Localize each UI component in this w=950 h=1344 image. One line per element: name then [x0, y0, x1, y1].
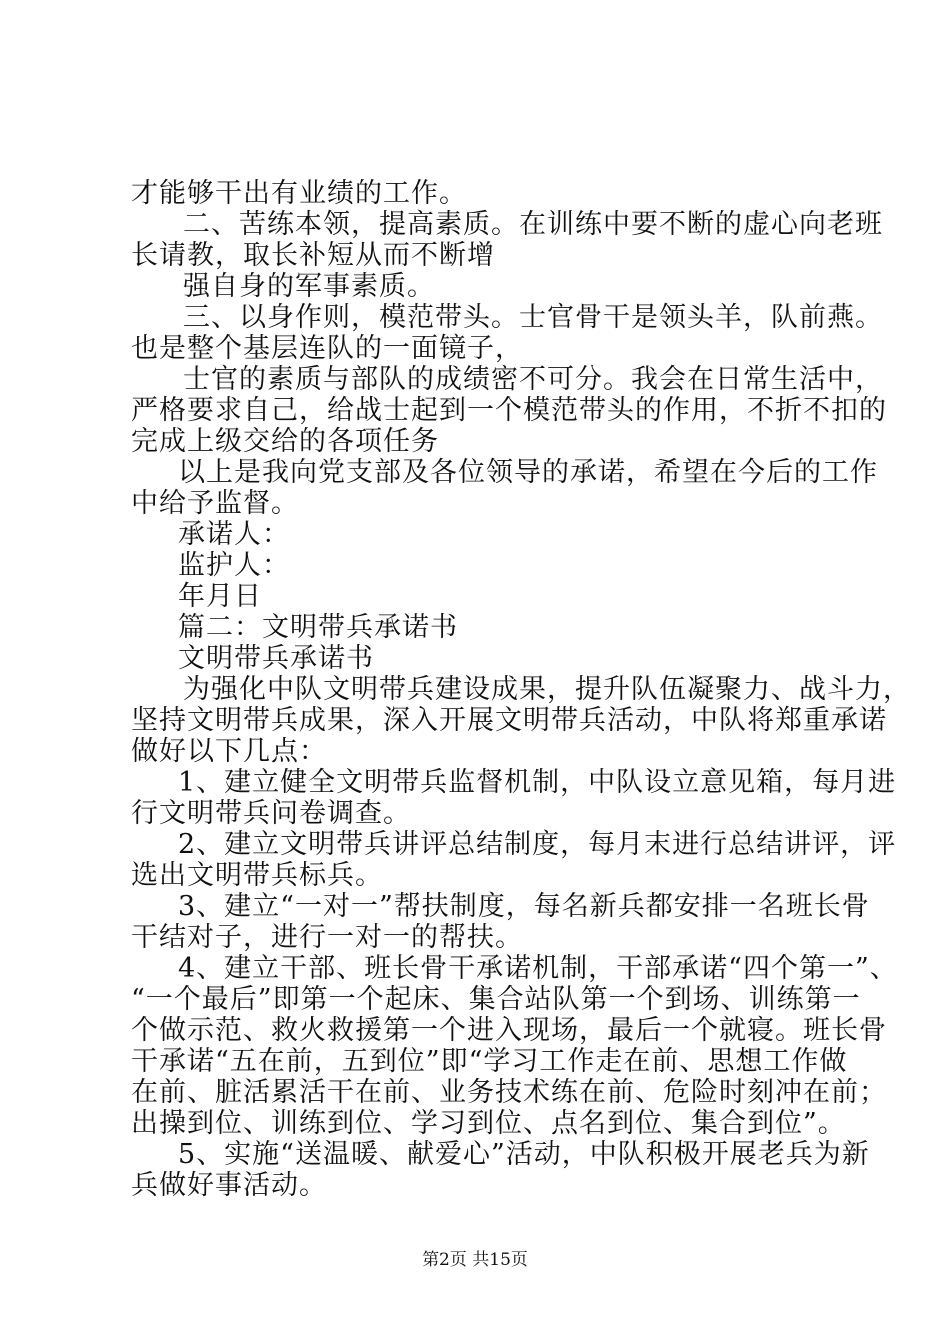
page-number-footer: 第2页 共15页 — [422, 1250, 528, 1270]
text-line: 年月日 — [178, 581, 262, 612]
document-title: 文明带兵承诺书 — [178, 643, 374, 674]
text-line: 坚持文明带兵成果，深入开展文明带兵活动，中队将郑重承诺 — [131, 705, 887, 736]
text-line: 完成上级交给的各项任务 — [131, 426, 439, 457]
text-line: 出操到位、训练到位、学习到位、点名到位、集合到位”。 — [131, 1108, 846, 1139]
text-line: 兵做好事活动。 — [131, 1170, 327, 1201]
text-line: 做好以下几点： — [131, 736, 327, 767]
text-line: 监护人： — [178, 550, 290, 581]
text-line: 长请教，取长补短从而不断增 — [131, 240, 495, 271]
text-line: 为强化中队文明带兵建设成果，提升队伍凝聚力、战斗力， — [183, 674, 911, 705]
section-heading: 篇二：文明带兵承诺书 — [178, 612, 458, 643]
text-line: 三、以身作则，模范带头。士官骨干是领头羊，队前燕。 — [183, 302, 883, 333]
text-line: 强自身的军事素质。 — [183, 271, 435, 302]
text-line: 行文明带兵问卷调查。 — [131, 798, 411, 829]
text-line: 4、建立干部、班长骨干承诺机制，干部承诺“四个第一”、 — [178, 953, 898, 984]
text-line: 才能够干出有业绩的工作。 — [131, 178, 467, 209]
text-line: 以上是我向党支部及各位领导的承诺，希望在今后的工作 — [178, 457, 878, 488]
text-line: 干承诺“五在前，五到位”即“学习工作走在前、思想工作做 — [131, 1046, 848, 1077]
text-line: 二、苦练本领，提高素质。在训练中要不断的虚心向老班 — [183, 209, 883, 240]
text-line: 在前、脏活累活干在前、业务技术练在前、危险时刻冲在前； — [131, 1077, 887, 1108]
text-line: 1、建立健全文明带兵监督机制，中队设立意见箱，每月进 — [178, 767, 897, 798]
text-line: 承诺人： — [178, 519, 290, 550]
text-line: 士官的素质与部队的成绩密不可分。我会在日常生活中， — [183, 364, 883, 395]
text-line: 干结对子，进行一对一的帮扶。 — [131, 922, 523, 953]
text-line: 个做示范、救火救援第一个进入现场，最后一个就寝。班长骨 — [131, 1015, 887, 1046]
text-line: 5、实施“送温暖、献爱心”活动，中队积极开展老兵为新 — [178, 1139, 870, 1170]
text-line: 也是整个基层连队的一面镜子， — [131, 333, 523, 364]
text-line: 选出文明带兵标兵。 — [131, 860, 383, 891]
text-line: 2、建立文明带兵讲评总结制度，每月末进行总结讲评，评 — [178, 829, 897, 860]
text-line: 中给予监督。 — [131, 488, 299, 519]
text-line: 严格要求自己，给战士起到一个模范带头的作用，不折不扣的 — [131, 395, 887, 426]
text-line: “一个最后”即第一个起床、集合站队第一个到场、训练第一 — [131, 984, 861, 1015]
text-line: 3、建立“一对一”帮扶制度，每名新兵都安排一名班长骨 — [178, 891, 870, 922]
